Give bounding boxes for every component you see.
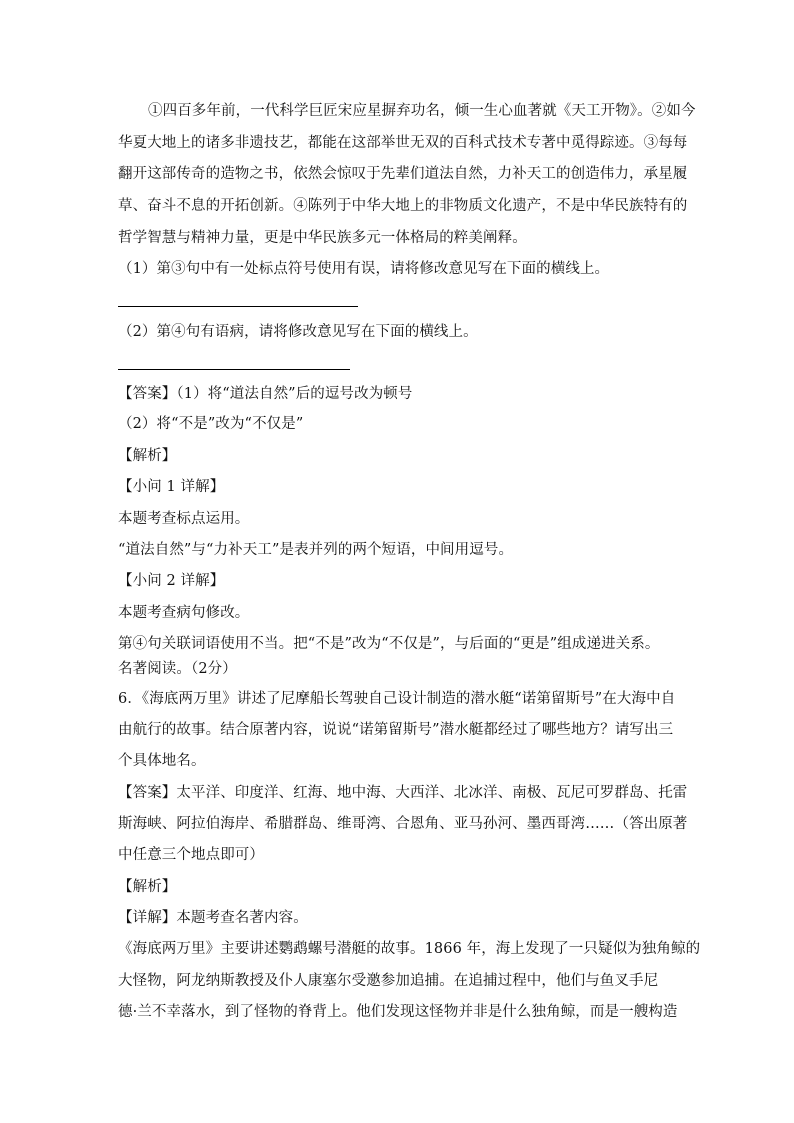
analysis-text: “道法自然”与“力补天工”是表并列的两个短语，中间用逗号。 — [118, 542, 514, 558]
answer-6-line: 中任意三个地点即可） — [118, 847, 264, 863]
answer-6-line: 斯海峡、阿拉伯海岸、希腊群岛、维哥湾、合恩角、亚马孙河、墨西哥湾……（答出原著 — [118, 816, 688, 832]
passage-line: 华夏大地上的诸多非遗技艺，都能在这部举世无双的百科式技术专著中觅得踪迹。③每每 — [118, 135, 688, 151]
analysis-heading: 【解析】 — [118, 879, 177, 895]
analysis-text: 第④句关联词语使用不当。把“不是”改为“不仅是”，与后面的“更是”组成递进关系。 — [118, 636, 660, 652]
answer-blank-line-2 — [118, 369, 350, 370]
question-1: （1）第③句中有一处标点符号使用有误，请将修改意见写在下面的横线上。 — [118, 261, 610, 277]
answer-5-line-1: 【答案】（1）将“道法自然”后的逗号改为顿号 — [118, 386, 413, 402]
detail-heading: 【详解】本题考查名著内容。 — [118, 910, 308, 926]
question-6-line: 由航行的故事。结合原著内容，说说“诺第留斯号”潜水艇都经过了哪些地方？请写出三 — [118, 722, 674, 738]
answer-5-line-2: （2）将“不是”改为“不仅是” — [118, 416, 304, 432]
question-2: （2）第④句有语病，请将修改意见写在下面的横线上。 — [118, 324, 478, 340]
sub-question-1-heading: 【小问 1 详解】 — [118, 479, 225, 495]
analysis-text: 本题考查标点运用。 — [118, 511, 250, 527]
question-6-line: 6．《海底两万里》讲述了尼摩船长驾驶自己设计制造的潜水艇“诺第留斯号”在大海中自 — [118, 691, 676, 707]
question-6-line: 个具体地名。 — [118, 753, 206, 769]
sub-question-2-heading: 【小问 2 详解】 — [118, 573, 225, 589]
passage-line: 翻开这部传奇的造物之书，依然会惊叹于先辈们道法自然，力补天工的创造伟力，承星履 — [118, 166, 688, 182]
section-title: 名著阅读。（2分） — [118, 661, 237, 677]
passage-line: ①四百多年前，一代科学巨匠宋应星摒弃功名，倾一生心血著就《天工开物》。②如今 — [148, 103, 696, 119]
answer-6-line: 【答案】太平洋、印度洋、红海、地中海、大西洋、北冰洋、南极、瓦尼可罗群岛、托雷 — [118, 785, 688, 801]
passage-line: 哲学智慧与精神力量，更是中华民族多元一体格局的粹美阐释。 — [118, 230, 527, 246]
analysis-text: 德·兰不幸落水，到了怪物的脊背上。他们发现这怪物并非是什么独角鲸，而是一艘构造 — [118, 1004, 678, 1020]
passage-line: 草、奋斗不息的开拓创新。④陈列于中华大地上的非物质文化遗产，不是中华民族特有的 — [118, 198, 688, 214]
analysis-heading: 【解析】 — [118, 448, 177, 464]
analysis-text: 大怪物，阿龙纳斯教授及仆人康塞尔受邀参加追捕。在追捕过程中，他们与鱼叉手尼 — [118, 973, 659, 989]
analysis-text: 《海底两万里》主要讲述鹦鹉螺号潜艇的故事。1866 年，海上发现了一只疑似为独角鲸的 — [118, 941, 701, 957]
answer-blank-line-1 — [118, 306, 358, 307]
analysis-text: 本题考查病句修改。 — [118, 605, 250, 621]
